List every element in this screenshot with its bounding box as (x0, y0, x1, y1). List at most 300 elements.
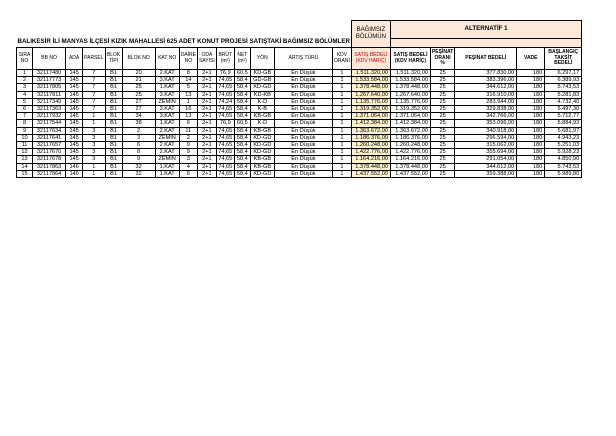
cell-vade: 180 (517, 170, 545, 177)
cell-sira: 5 (17, 98, 33, 105)
cell-kdv: 1 (332, 163, 351, 170)
table-body (17, 70, 582, 178)
cell-artis: En Düşük (274, 127, 332, 134)
cell-vade: 180 (517, 106, 545, 113)
cell-parsel: 7 (83, 91, 105, 98)
cell-satis2: 1.533.584,00 (390, 77, 430, 84)
cell-bb: 32117670 (33, 149, 66, 156)
cell-bb: 32117363 (33, 106, 66, 113)
cell-pes_or: 25 (430, 127, 454, 134)
cell-net: 58,4 (234, 84, 250, 91)
cell-kdv: 1 (332, 170, 351, 177)
cell-pes_bed: 344.612,00 (455, 84, 517, 91)
cell-pes_or: 25 (430, 113, 454, 120)
cell-kat: 1.KAT (155, 163, 179, 170)
cell-yon: KB-GB (250, 163, 274, 170)
cell-sira: 2 (17, 77, 33, 84)
cell-satis1: 1.511.320,00 (351, 70, 390, 77)
cell-oda: 2+1 (197, 149, 216, 156)
cell-kat: 1.KAT (155, 170, 179, 177)
cell-daire: 5 (179, 84, 197, 91)
cell-kdv: 1 (332, 98, 351, 105)
cell-pes_or: 25 (430, 106, 454, 113)
cell-artis: En Düşük (274, 84, 332, 91)
cell-sira: 14 (17, 163, 33, 170)
cell-pes_bed: 291.054,00 (455, 156, 517, 163)
cell-kdv: 1 (332, 91, 351, 98)
cell-satis2: 1.319.352,00 (390, 106, 430, 113)
cell-brut: 74,65 (216, 134, 234, 141)
group-header-alternatif-spacer (390, 39, 581, 48)
cell-satis2: 1.511.320,00 (390, 70, 430, 77)
cell-vade: 180 (517, 98, 545, 105)
cell-bb: 32117811 (33, 91, 66, 98)
cell-parsel: 3 (83, 149, 105, 156)
cell-tip: B1 (105, 77, 122, 84)
cell-ada: 145 (66, 77, 83, 84)
cell-satis1: 1.186.376,00 (351, 134, 390, 141)
cell-kat: 2.KAT (155, 149, 179, 156)
col-header-satis-bedeli-bb: SATIŞ BEDELİ (KDV HARİÇ) (351, 48, 390, 70)
cell-oda: 2+1 (197, 127, 216, 134)
cell-pes_bed: 329.838,00 (455, 106, 517, 113)
cell-ada: 145 (66, 156, 83, 163)
cell-bb: 32117641 (33, 134, 66, 141)
cell-bb: 32117805 (33, 84, 66, 91)
cell-sira: 10 (17, 134, 33, 141)
cell-vade: 180 (517, 70, 545, 77)
cell-oda: 2+1 (197, 163, 216, 170)
cell-blok: 8 (122, 149, 155, 156)
cell-parsel: 7 (83, 84, 105, 91)
group-header-alternatif: ALTERNATİF 1 (390, 21, 581, 39)
cell-sira: 3 (17, 84, 33, 91)
cell-brut: 74,65 (216, 113, 234, 120)
col-header-blok-no: BLOK NO (122, 48, 155, 70)
cell-blok: 32 (122, 163, 155, 170)
cell-satis1: 1.164.216,00 (351, 156, 390, 163)
table-row (17, 106, 582, 113)
cell-oda: 2+1 (197, 77, 216, 84)
cell-blok: 25 (122, 91, 155, 98)
table-row (17, 84, 582, 91)
col-header-pesinat-orani: PEŞİNAT ORANI % (430, 48, 454, 70)
cell-pes_or: 25 (430, 156, 454, 163)
cell-vade: 180 (517, 120, 545, 127)
cell-satis1: 1.319.352,00 (351, 106, 390, 113)
cell-satis2: 1.378.448,00 (390, 163, 430, 170)
table-row (17, 149, 582, 156)
cell-brut: 74,24 (216, 98, 234, 105)
cell-tip: B1 (105, 106, 122, 113)
cell-kdv: 1 (332, 84, 351, 91)
table-row (17, 127, 582, 134)
cell-net: 58,4 (234, 142, 250, 149)
cell-taksit: 4.732,40 (545, 98, 582, 105)
cell-parsel: 1 (83, 163, 105, 170)
cell-kat: 1.KAT (155, 120, 179, 127)
cell-parsel: 3 (83, 134, 105, 141)
cell-satis1: 1.267.640,00 (351, 91, 390, 98)
cell-parsel: 7 (83, 98, 105, 105)
cell-brut: 74,65 (216, 84, 234, 91)
cell-satis2: 1.135.776,00 (390, 98, 430, 105)
cell-ada: 145 (66, 149, 83, 156)
cell-kat: 3.KAT (155, 106, 179, 113)
cell-daire: 16 (179, 106, 197, 113)
cell-yon: KB-GB (250, 127, 274, 134)
cell-taksit: 5.743,53 (545, 84, 582, 91)
cell-sira: 9 (17, 127, 33, 134)
col-header-daire-no: DAİRE NO (179, 48, 197, 70)
cell-net: 60,5 (234, 70, 250, 77)
cell-daire: 6 (179, 120, 197, 127)
col-header-net: NET (m²) (234, 48, 250, 70)
cell-pes_bed: 383.396,00 (455, 77, 517, 84)
cell-kdv: 1 (332, 156, 351, 163)
cell-pes_bed: 355.694,00 (455, 149, 517, 156)
cell-vade: 180 (517, 142, 545, 149)
cell-pes_or: 25 (430, 70, 454, 77)
cell-parsel: 1 (83, 170, 105, 177)
cell-net: 58,4 (234, 77, 250, 84)
cell-brut: 74,65 (216, 106, 234, 113)
cell-net: 58,4 (234, 134, 250, 141)
cell-net: 58,4 (234, 170, 250, 177)
cell-kdv: 1 (332, 134, 351, 141)
cell-blok: 32 (122, 170, 155, 177)
cell-net: 58,4 (234, 106, 250, 113)
cell-oda: 2+1 (197, 156, 216, 163)
cell-bb: 32117349 (33, 98, 66, 105)
cell-taksit: 6.389,93 (545, 77, 582, 84)
cell-brut: 74,65 (216, 170, 234, 177)
table-row (17, 98, 582, 105)
units-table (16, 20, 582, 178)
cell-daire: 13 (179, 113, 197, 120)
cell-kat: ZEMİN (155, 98, 179, 105)
cell-blok: 3 (122, 134, 155, 141)
cell-sira: 1 (17, 70, 33, 77)
cell-yon: GD-GB (250, 77, 274, 84)
cell-satis2: 1.267.640,00 (390, 91, 430, 98)
col-header-pesinat-bedeli: PEŞİNAT BEDELİ (455, 48, 517, 70)
cell-kat: 2.KAT (155, 70, 179, 77)
page-title: BALIKESİR İLİ MANYAS İLÇESİ KIZIK MAHALLESİ 625 ADET KONUT PROJESİ SATIŞTAKİ BAĞIMSIZ BÖLÜMLER (17, 37, 350, 45)
cell-tip: B1 (105, 170, 122, 177)
cell-parsel: 7 (83, 70, 105, 77)
cell-yon: K-B (250, 106, 274, 113)
cell-kdv: 1 (332, 70, 351, 77)
cell-satis1: 1.378.448,00 (351, 163, 390, 170)
cell-satis2: 1.378.448,00 (390, 84, 430, 91)
cell-oda: 2+1 (197, 134, 216, 141)
cell-sira: 12 (17, 149, 33, 156)
table-row (17, 163, 582, 170)
col-header-brut: BRÜT (m²) (216, 48, 234, 70)
cell-pes_or: 25 (430, 91, 454, 98)
cell-artis: En Düşük (274, 77, 332, 84)
cell-kat: 3.KAT (155, 91, 179, 98)
cell-net: 58,4 (234, 91, 250, 98)
cell-tip: B1 (105, 98, 122, 105)
cell-kat: ZEMİN (155, 156, 179, 163)
table-row (17, 113, 582, 120)
cell-bb: 32117678 (33, 156, 66, 163)
col-header-yon: YÖN (250, 48, 274, 70)
cell-pes_or: 25 (430, 170, 454, 177)
cell-ada: 145 (66, 70, 83, 77)
cell-satis1: 1.378.448,00 (351, 84, 390, 91)
cell-oda: 2+1 (197, 113, 216, 120)
cell-vade: 180 (517, 113, 545, 120)
cell-ada: 145 (66, 106, 83, 113)
cell-ada: 145 (66, 120, 83, 127)
cell-parsel: 1 (83, 113, 105, 120)
cell-artis: En Düşük (274, 120, 332, 127)
cell-bb: 32117480 (33, 70, 66, 77)
cell-ada: 145 (66, 142, 83, 149)
cell-oda: 2+1 (197, 91, 216, 98)
table-row (17, 120, 582, 127)
cell-bb: 32117932 (33, 113, 66, 120)
cell-satis1: 1.371.064,00 (351, 113, 390, 120)
cell-vade: 180 (517, 156, 545, 163)
cell-pes_bed: 283.944,00 (455, 98, 517, 105)
cell-tip: B1 (105, 91, 122, 98)
cell-brut: 74,65 (216, 149, 234, 156)
cell-vade: 180 (517, 149, 545, 156)
cell-vade: 180 (517, 134, 545, 141)
cell-artis: En Düşük (274, 70, 332, 77)
cell-daire: 4 (179, 163, 197, 170)
cell-satis1: 1.422.776,00 (351, 149, 390, 156)
cell-kdv: 1 (332, 113, 351, 120)
cell-sira: 4 (17, 91, 33, 98)
cell-yon: KB-GB (250, 113, 274, 120)
cell-daire: 9 (179, 149, 197, 156)
cell-sira: 6 (17, 106, 33, 113)
cell-tip: B1 (105, 142, 122, 149)
cell-kat: 2.KAT (155, 142, 179, 149)
cell-kat: 1.KAT (155, 84, 179, 91)
col-header-satis-bedeli-alt: SATIŞ BEDELİ (KDV HARİÇ) (390, 48, 430, 70)
cell-oda: 2+1 (197, 84, 216, 91)
cell-artis: En Düşük (274, 106, 332, 113)
cell-net: 58,4 (234, 163, 250, 170)
cell-parsel: 3 (83, 142, 105, 149)
cell-sira: 13 (17, 156, 33, 163)
cell-pes_bed: 296.594,00 (455, 134, 517, 141)
col-header-kdv-orani: KDV ORANI (332, 48, 351, 70)
cell-daire: 2 (179, 134, 197, 141)
cell-yon: KB-GB (250, 156, 274, 163)
cell-ada: 145 (66, 91, 83, 98)
header-row (17, 48, 582, 70)
cell-ada: 145 (66, 127, 83, 134)
cell-sira: 15 (17, 170, 33, 177)
cell-pes_bed: 316.910,00 (455, 91, 517, 98)
cell-kdv: 1 (332, 120, 351, 127)
cell-artis: En Düşük (274, 134, 332, 141)
cell-taksit: 5.497,30 (545, 106, 582, 113)
cell-parsel: 7 (83, 77, 105, 84)
cell-sira: 8 (17, 120, 33, 127)
table-row (17, 156, 582, 163)
cell-taksit: 5.251,03 (545, 142, 582, 149)
col-header-kat-no: KAT NO (155, 48, 179, 70)
cell-tip: B1 (105, 134, 122, 141)
cell-oda: 2+1 (197, 98, 216, 105)
cell-satis2: 1.371.064,00 (390, 113, 430, 120)
cell-tip: B1 (105, 163, 122, 170)
cell-blok: 9 (122, 156, 155, 163)
cell-oda: 2+1 (197, 106, 216, 113)
cell-pes_bed: 353.096,00 (455, 120, 517, 127)
cell-net: 58,4 (234, 127, 250, 134)
cell-tip: B1 (105, 84, 122, 91)
cell-artis: En Düşük (274, 91, 332, 98)
cell-sira: 11 (17, 142, 33, 149)
cell-pes_or: 25 (430, 77, 454, 84)
cell-vade: 180 (517, 77, 545, 84)
cell-kdv: 1 (332, 127, 351, 134)
cell-bb: 32117634 (33, 127, 66, 134)
cell-ada: 146 (66, 170, 83, 177)
table-row (17, 70, 582, 77)
cell-vade: 180 (517, 127, 545, 134)
cell-vade: 180 (517, 163, 545, 170)
col-header-blok-tipi: BLOK TİPİ (105, 48, 122, 70)
cell-kat: 2.KAT (155, 127, 179, 134)
col-header-baslangic-taksit: BAŞLANGIÇ TAKSİT BEDELİ (545, 48, 582, 70)
cell-pes_bed: 377.830,00 (455, 70, 517, 77)
cell-yon: KD-GD (250, 84, 274, 91)
cell-parsel: 3 (83, 156, 105, 163)
cell-oda: 2+1 (197, 170, 216, 177)
cell-parsel: 3 (83, 127, 105, 134)
cell-net: 58,4 (234, 156, 250, 163)
cell-taksit: 5.712,77 (545, 113, 582, 120)
cell-brut: 74,65 (216, 77, 234, 84)
cell-taksit: 5.928,23 (545, 149, 582, 156)
cell-brut: 74,65 (216, 142, 234, 149)
cell-tip: B1 (105, 127, 122, 134)
cell-bb: 32117864 (33, 170, 66, 177)
cell-oda: 2+1 (197, 120, 216, 127)
cell-pes_bed: 315.062,00 (455, 142, 517, 149)
cell-daire: 14 (179, 77, 197, 84)
col-header-vade: VADE (517, 48, 545, 70)
cell-yon: KD-GD (250, 170, 274, 177)
cell-daire: 13 (179, 91, 197, 98)
cell-yon: K-D (250, 120, 274, 127)
col-header-oda-sayisi: ODA SAYISI (197, 48, 216, 70)
cell-satis1: 1.363.672,00 (351, 127, 390, 134)
cell-ada: 146 (66, 163, 83, 170)
cell-artis: En Düşük (274, 156, 332, 163)
cell-daire: 3 (179, 156, 197, 163)
cell-kat: ZEMİN (155, 134, 179, 141)
cell-kat: 3.KAT (155, 77, 179, 84)
cell-pes_bed: 344.612,00 (455, 163, 517, 170)
cell-brut: 74,65 (216, 163, 234, 170)
cell-daire: 9 (179, 142, 197, 149)
cell-vade: 180 (517, 91, 545, 98)
cell-artis: En Düşük (274, 170, 332, 177)
cell-tip: B1 (105, 113, 122, 120)
cell-brut: 74,65 (216, 156, 234, 163)
table-row (17, 142, 582, 149)
cell-net: 60,5 (234, 120, 250, 127)
cell-pes_bed: 340.918,00 (455, 127, 517, 134)
cell-parsel: 7 (83, 106, 105, 113)
col-header-artis-turu: ARTIŞ TÜRÜ (274, 48, 332, 70)
cell-daire: 11 (179, 127, 197, 134)
cell-ada: 145 (66, 84, 83, 91)
cell-satis1: 1.437.552,00 (351, 170, 390, 177)
cell-artis: En Düşük (274, 149, 332, 156)
spreadsheet (16, 20, 582, 178)
cell-tip: B1 (105, 120, 122, 127)
cell-yon: K-D (250, 98, 274, 105)
cell-pes_or: 25 (430, 163, 454, 170)
cell-daire: 8 (179, 70, 197, 77)
cell-blok: 20 (122, 70, 155, 77)
cell-sira: 7 (17, 113, 33, 120)
cell-artis: En Düşük (274, 142, 332, 149)
cell-bb: 32117544 (33, 120, 66, 127)
cell-taksit: 5.681,97 (545, 127, 582, 134)
col-header-ada: ADA (66, 48, 83, 70)
cell-blok: 21 (122, 77, 155, 84)
cell-satis2: 1.164.216,00 (390, 156, 430, 163)
cell-pes_or: 25 (430, 120, 454, 127)
cell-tip: B1 (105, 149, 122, 156)
cell-yon: KD-GD (250, 142, 274, 149)
cell-taksit: 5.743,53 (545, 163, 582, 170)
cell-artis: En Düşük (274, 113, 332, 120)
cell-satis2: 1.422.776,00 (390, 149, 430, 156)
cell-satis2: 1.260.248,00 (390, 142, 430, 149)
cell-artis: En Düşük (274, 163, 332, 170)
cell-oda: 2+1 (197, 142, 216, 149)
cell-kdv: 1 (332, 142, 351, 149)
table-row (17, 170, 582, 177)
cell-yon: KD-GD (250, 134, 274, 141)
cell-blok: 34 (122, 113, 155, 120)
col-header-sira-no: SIRA NO (17, 48, 33, 70)
cell-pes_or: 25 (430, 98, 454, 105)
cell-pes_or: 25 (430, 134, 454, 141)
cell-pes_bed: 342.766,00 (455, 113, 517, 120)
cell-blok: 27 (122, 98, 155, 105)
cell-ada: 145 (66, 134, 83, 141)
cell-blok: 27 (122, 106, 155, 113)
cell-pes_or: 25 (430, 84, 454, 91)
cell-satis1: 1.533.584,00 (351, 77, 390, 84)
cell-tip: B1 (105, 70, 122, 77)
cell-satis2: 1.363.672,00 (390, 127, 430, 134)
cell-yon: KD-GD (250, 149, 274, 156)
cell-satis2: 1.437.552,00 (390, 170, 430, 177)
cell-taksit: 6.297,17 (545, 70, 582, 77)
cell-satis1: 1.260.248,00 (351, 142, 390, 149)
cell-taksit: 5.989,80 (545, 170, 582, 177)
cell-taksit: 5.281,83 (545, 91, 582, 98)
cell-brut: 74,65 (216, 91, 234, 98)
cell-brut: 76,9 (216, 120, 234, 127)
